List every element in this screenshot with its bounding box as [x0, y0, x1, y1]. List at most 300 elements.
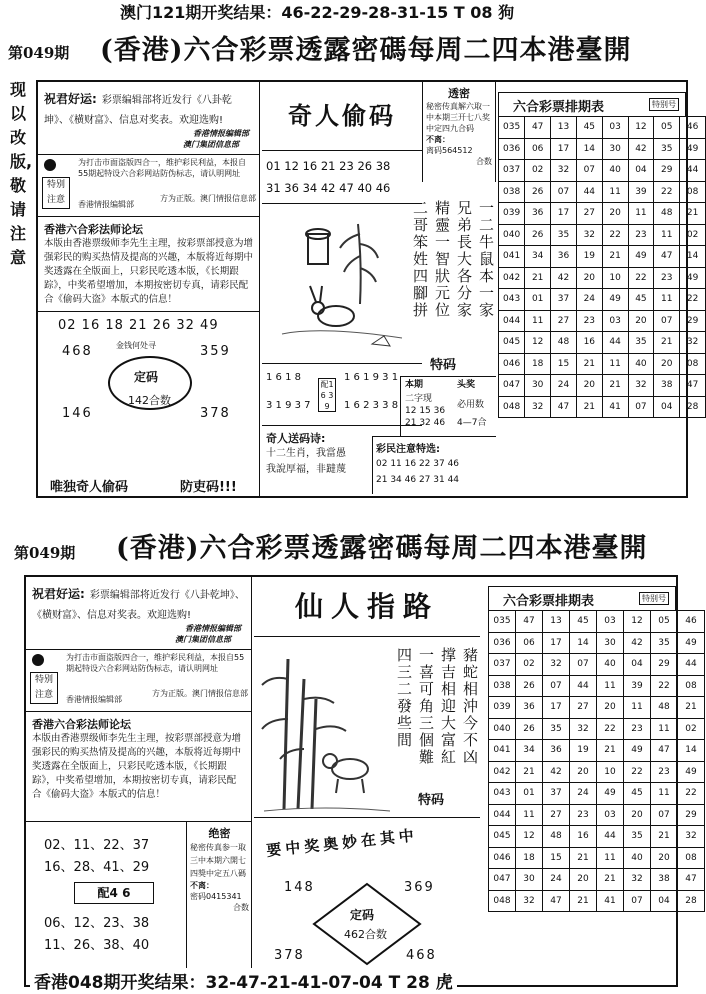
schedule-top-number-cell: 02: [525, 160, 551, 182]
forum-body: 本版由香港票级师李先生主理，按彩票部授意为增强彩民的购买热情及提高的兴趣，本版将近每期中奖透露在全版面上，只彩民吃透本版，《长期跟踪》，中奖希望增加，本期按密切专真，请彩民配合《偷码大盗》本版式的信息！: [44, 238, 254, 305]
b-poem-col-2: 撑吉相迎大富紅: [439, 647, 457, 766]
schedule-bottom-number-cell: 21: [678, 697, 705, 719]
schedule-top-period-cell: 042: [499, 267, 525, 289]
number-row: 02 16 18 21 26 32 49: [58, 318, 219, 333]
schedule-top-number-cell: 12: [525, 332, 551, 354]
schedule-top-row: [499, 203, 706, 225]
schedule-top-number-cell: 22: [654, 181, 680, 203]
schedule-top-number-cell: 44: [602, 332, 628, 354]
schedule-top-number-cell: 07: [551, 181, 577, 203]
period-sub: 二字现: [405, 394, 433, 404]
schedule-bottom-number-cell: 20: [597, 697, 624, 719]
schedule-top-period-cell: 039: [499, 203, 525, 225]
schedule-bottom-number-cell: 23: [651, 761, 678, 783]
schedule-top-number-cell: 45: [576, 117, 602, 139]
bracket-right-1: 1 6 1 9 3 1: [344, 372, 399, 383]
schedule-top-row: [499, 181, 706, 203]
schedule-bottom-number-cell: 47: [516, 611, 543, 633]
schedule-bottom-number-cell: 21: [597, 869, 624, 891]
schedule-bottom-number-cell: 49: [678, 632, 705, 654]
schedule-bottom-number-cell: 32: [570, 718, 597, 740]
schedule-top-number-cell: 20: [654, 353, 680, 375]
schedule-top-number-cell: 20: [602, 203, 628, 225]
schedule-top-number-cell: 20: [628, 310, 654, 332]
schedule-top-number-cell: 35: [551, 224, 577, 246]
schedule-top-number-cell: 22: [628, 267, 654, 289]
schedule-top-number-cell: 17: [551, 203, 577, 225]
period-nums-2: 21 32 46: [405, 418, 446, 428]
center-numbers-1: 01 12 16 21 23 26 38: [266, 159, 391, 173]
n-bl: 146: [62, 406, 93, 421]
schedule-bottom-number-cell: 11: [651, 783, 678, 805]
schedule-top-number-cell: 11: [602, 181, 628, 203]
schedule-bottom-number-cell: 21: [570, 890, 597, 912]
schedule-top-period-cell: 047: [499, 375, 525, 397]
top-side-note: 现以改版,敬请注意: [10, 80, 33, 267]
schedule-bottom-number-cell: 10: [597, 761, 624, 783]
schedule-top-number-cell: 02: [680, 224, 706, 246]
b-pair-label: 配4 6: [74, 882, 154, 904]
schedule-bottom-number-cell: 44: [570, 675, 597, 697]
schedule-bottom-row: [489, 761, 705, 783]
schedule-top-period-cell: 044: [499, 310, 525, 332]
schedule-bottom-number-cell: 11: [597, 847, 624, 869]
schedule-bottom-number-cell: 30: [597, 632, 624, 654]
schedule-bottom-row: [489, 611, 705, 633]
schedule-top-number-cell: 24: [576, 289, 602, 311]
schedule-bottom-number-cell: 32: [624, 869, 651, 891]
schedule-bottom-number-cell: 23: [570, 804, 597, 826]
schedule-bottom-number-cell: 03: [597, 804, 624, 826]
poem-line1: 十二生肖，我當愚: [266, 448, 346, 459]
b-n-br: 468: [406, 948, 437, 963]
secret-code: 离码564512: [426, 146, 473, 155]
schedule-bottom-number-cell: 24: [570, 783, 597, 805]
n-tl: 468: [62, 344, 93, 359]
schedule-bottom-number-cell: 29: [651, 654, 678, 676]
schedule-bottom-number-cell: 32: [516, 890, 543, 912]
schedule-top-number-cell: 49: [602, 289, 628, 311]
schedule-top-number-cell: 03: [602, 117, 628, 139]
notice-label: 特别注意: [42, 177, 70, 209]
schedule-bottom-number-cell: 20: [651, 847, 678, 869]
schedule-top-number-cell: 07: [628, 396, 654, 418]
schedule-bottom-number-cell: 47: [543, 890, 570, 912]
schedule-bottom-number-cell: 23: [624, 718, 651, 740]
top-middle: [262, 82, 422, 496]
schedule-top-number-cell: 42: [551, 267, 577, 289]
schedule-top-number-cell: 05: [654, 117, 680, 139]
schedule-top-number-cell: 32: [551, 160, 577, 182]
schedule-top-number-cell: 21: [654, 332, 680, 354]
schedule-bottom-number-cell: 21: [570, 847, 597, 869]
schedule-bottom-number-cell: 38: [651, 869, 678, 891]
schedule-bottom-row: [489, 654, 705, 676]
schedule-top-number-cell: 38: [654, 375, 680, 397]
schedule-top-row: [499, 160, 706, 182]
schedule-bottom-number-cell: 37: [543, 783, 570, 805]
schedule-bottom-number-cell: 19: [570, 740, 597, 762]
schedule-top-number-cell: 23: [654, 267, 680, 289]
schedule-bottom-number-cell: 40: [624, 847, 651, 869]
schedule-bottom-number-cell: 48: [543, 826, 570, 848]
schedule-bottom-table: [488, 610, 705, 912]
schedule-top-number-cell: 35: [654, 138, 680, 160]
schedule-bottom-number-cell: 11: [624, 697, 651, 719]
schedule-bottom-number-cell: 16: [570, 826, 597, 848]
schedule-bottom-number-cell: 32: [543, 654, 570, 676]
schedule-bottom-number-cell: 02: [516, 654, 543, 676]
bottom-middle: [254, 577, 480, 985]
schedule-bottom-number-cell: 21: [651, 826, 678, 848]
bracket-left-2: 3 1 9 3 7: [266, 400, 311, 411]
schedule-top-number-cell: 04: [654, 396, 680, 418]
schedule-top-number-cell: 19: [576, 246, 602, 268]
schedule-bottom-number-cell: 41: [597, 890, 624, 912]
head-sub: 必用数: [457, 400, 485, 410]
schedule-bottom-number-cell: 04: [624, 654, 651, 676]
schedule-top-table: [498, 116, 706, 418]
schedule-bottom-number-cell: 45: [624, 783, 651, 805]
b-sign1: 香港情报编辑部: [185, 624, 241, 633]
schedule-bottom-number-cell: 44: [678, 654, 705, 676]
schedule-top-number-cell: 48: [551, 332, 577, 354]
schedule-top-number-cell: 07: [654, 310, 680, 332]
schedule-top-number-cell: 15: [551, 353, 577, 375]
schedule-top-number-cell: 11: [654, 224, 680, 246]
secret-body: 秘密传真解六取一中本期三开七八奖中定四九合码: [426, 102, 490, 133]
schedule-top-row: [499, 224, 706, 246]
bottom-issue: 第049期: [14, 544, 76, 562]
schedule-bottom-number-cell: 34: [516, 740, 543, 762]
schedule-top-number-cell: 08: [680, 181, 706, 203]
schedule-top-number-cell: 07: [576, 160, 602, 182]
secret-box: [422, 82, 496, 182]
schedule-top-number-cell: 32: [628, 375, 654, 397]
schedule-bottom-period-cell: 043: [489, 783, 516, 805]
schedule-top-number-cell: 21: [602, 246, 628, 268]
schedule-top-number-cell: 49: [680, 138, 706, 160]
secret-no-label: 不离：: [426, 135, 450, 144]
notice-footer-right: 方为正版。澳门情报信息部: [160, 194, 256, 203]
schedule-top-number-cell: 49: [680, 267, 706, 289]
schedule-top-period-cell: 043: [499, 289, 525, 311]
period-box: [400, 376, 496, 436]
schedule-top-number-cell: 30: [525, 375, 551, 397]
schedule-top-number-cell: 12: [628, 117, 654, 139]
schedule-bottom-number-cell: 03: [597, 611, 624, 633]
schedule-bottom-number-cell: 35: [651, 632, 678, 654]
schedule-bottom-number-cell: 12: [624, 611, 651, 633]
schedule-bottom-number-cell: 15: [543, 847, 570, 869]
schedule-bottom-number-cell: 08: [678, 675, 705, 697]
bamboo-illustration: [254, 639, 394, 819]
schedule-bottom-number-cell: 02: [678, 718, 705, 740]
schedule-top-number-cell: 32: [576, 224, 602, 246]
schedule-top-number-cell: 28: [680, 396, 706, 418]
schedule-top-period-cell: 035: [499, 117, 525, 139]
schedule-bottom-number-cell: 42: [624, 632, 651, 654]
schedule-bottom-period-cell: 040: [489, 718, 516, 740]
schedule-top-number-cell: 47: [654, 246, 680, 268]
poem-title: 奇人送码诗:: [266, 432, 326, 445]
schedule-bottom-number-cell: 36: [516, 697, 543, 719]
schedule-top-number-cell: 47: [525, 117, 551, 139]
schedule-top-number-cell: 32: [525, 396, 551, 418]
schedule-top-number-cell: 32: [680, 332, 706, 354]
schedule-top-period-cell: 037: [499, 160, 525, 182]
schedule-top-row: [499, 353, 706, 375]
schedule-top-number-cell: 21: [576, 353, 602, 375]
schedule-top-number-cell: 03: [602, 310, 628, 332]
schedule-bottom-row: [489, 847, 705, 869]
schedule-top-number-cell: 26: [525, 181, 551, 203]
schedule-top-number-cell: 41: [602, 396, 628, 418]
b-forum-body: 本版由香港票级师李先生主理，按彩票部授意为增强彩民的购买热情及提高的兴趣，本版将近每期中奖透露在全版面上，只彩民吃透本版，《长期跟踪》，中奖希望增加，本期按密切专真，请彩民配合《偷码大盗》本版式的信息！: [32, 733, 242, 800]
schedule-bottom-row: [489, 632, 705, 654]
schedule-top-number-cell: 14: [576, 138, 602, 160]
poem-col-1: 一二牛鼠本一家: [477, 200, 495, 319]
b-n-tl: 148: [284, 880, 315, 895]
b-n-tr: 369: [404, 880, 435, 895]
secret-title: 透密: [448, 87, 470, 100]
schedule-top-row: [499, 289, 706, 311]
schedule-top-row: [499, 117, 706, 139]
b-arc-text: 要中奖奥妙在其中: [265, 826, 419, 860]
schedule-bottom-number-cell: 20: [624, 804, 651, 826]
b-poem-col-4: 四三二發些間: [395, 647, 413, 749]
schedule-bottom-number-cell: 22: [624, 761, 651, 783]
schedule-top-row: [499, 138, 706, 160]
schedule-top-number-cell: 13: [551, 117, 577, 139]
schedule-top-number-cell: 11: [628, 203, 654, 225]
schedule-top-period-cell: 046: [499, 353, 525, 375]
schedule-top-number-cell: 34: [525, 246, 551, 268]
schedule-top-row: [499, 310, 706, 332]
schedule-bottom-period-cell: 044: [489, 804, 516, 826]
schedule-top-number-cell: 06: [525, 138, 551, 160]
b-fixed-count: 462合数: [344, 928, 387, 941]
forum-title: 香港六合彩法师论坛: [44, 223, 143, 236]
schedule-bottom-row: [489, 804, 705, 826]
schedule-bottom: [488, 586, 705, 912]
schedule-bottom-number-cell: 39: [624, 675, 651, 697]
schedule-bottom-row: [489, 697, 705, 719]
b-sign2: 澳门集团信息部: [175, 635, 231, 644]
schedule-bottom-number-cell: 46: [678, 611, 705, 633]
notice-footer-left: 香港情报编辑部: [78, 200, 134, 209]
schedule-top-number-cell: 04: [628, 160, 654, 182]
schedule-bottom-period-cell: 047: [489, 869, 516, 891]
sign1: 香港情报编辑部: [193, 129, 249, 138]
schedule-top-number-cell: 14: [680, 246, 706, 268]
b-secret-title: 绝密: [208, 827, 231, 840]
schedule-top-period-cell: 038: [499, 181, 525, 203]
schedule-bottom-number-cell: 06: [516, 632, 543, 654]
poem-col-4: 二哥笨姓四腳拼: [411, 200, 429, 319]
schedule-bottom-row: [489, 783, 705, 805]
schedule-bottom-number-cell: 36: [543, 740, 570, 762]
schedule-top-row: [499, 396, 706, 418]
schedule-top-number-cell: 21: [525, 267, 551, 289]
bracket-right-2: 1 6 2 3 3 8: [344, 400, 399, 411]
schedule-bottom-number-cell: 49: [678, 761, 705, 783]
head-range: 4—7合: [457, 418, 487, 428]
schedule-top-number-cell: 40: [628, 353, 654, 375]
schedule-top-number-cell: 24: [551, 375, 577, 397]
schedule-top-period-cell: 036: [499, 138, 525, 160]
schedule-top-number-cell: 49: [628, 246, 654, 268]
top-left-column: [38, 82, 260, 496]
schedule-bottom-period-cell: 035: [489, 611, 516, 633]
schedule-bottom-number-cell: 17: [543, 697, 570, 719]
b-notice-body: 为打击市面盗版四合一，维护彩民利益，本报自55期起特设六合彩网站防伪标志，请认明网址: [66, 653, 245, 673]
schedule-bottom-number-cell: 20: [570, 869, 597, 891]
schedule-bottom-number-cell: 35: [624, 826, 651, 848]
b-fixed-code: 定码: [350, 908, 375, 922]
poem-col-2: 兄弟長大各分家: [455, 200, 473, 319]
schedule-bottom-number-cell: 07: [651, 804, 678, 826]
b-secret-suffix: 合数: [233, 903, 249, 912]
schedule-top-number-cell: 36: [551, 246, 577, 268]
schedule-bottom-period-cell: 048: [489, 890, 516, 912]
bottom-title: (香港)六合彩票透露密碼每周二四本港臺開: [116, 533, 648, 564]
schedule-bottom-number-cell: 28: [678, 890, 705, 912]
schedule-top-row: [499, 375, 706, 397]
schedule-top-period-cell: 045: [499, 332, 525, 354]
schedule-top-number-cell: 01: [525, 289, 551, 311]
poem-line2: 我說厚福，非躂蔑: [266, 464, 346, 475]
schedule-bottom-number-cell: 27: [543, 804, 570, 826]
b-nums-row1: 02、11、22、37: [44, 838, 150, 853]
schedule-bottom-row: [489, 826, 705, 848]
schedule-bottom-row: [489, 718, 705, 740]
schedule-top-number-cell: 27: [576, 203, 602, 225]
schedule-bottom-number-cell: 07: [543, 675, 570, 697]
schedule-bottom-number-cell: 47: [678, 869, 705, 891]
notice-body: 为打击市面盗版四合一，维护彩民利益，本报自55期起特设六合彩网站防伪标志，请认明网址: [78, 158, 246, 178]
schedule-bottom-row: [489, 675, 705, 697]
schedule-bottom-period-cell: 039: [489, 697, 516, 719]
schedule-bottom-number-cell: 29: [678, 804, 705, 826]
schedule-top-number-cell: 22: [602, 224, 628, 246]
schedule-top: [498, 92, 706, 418]
schedule-top-number-cell: 18: [525, 353, 551, 375]
n-tr: 359: [200, 344, 231, 359]
schedule-bottom-title: 六合彩票排期表: [503, 594, 595, 609]
schedule-top-number-cell: 47: [551, 396, 577, 418]
schedule-bottom-number-cell: 42: [543, 761, 570, 783]
schedule-bottom-number-cell: 01: [516, 783, 543, 805]
schedule-top-row: [499, 267, 706, 289]
schedule-top-number-cell: 11: [654, 289, 680, 311]
schedule-top-row: [499, 246, 706, 268]
schedule-top-number-cell: 26: [525, 224, 551, 246]
schedule-bottom-number-cell: 07: [624, 890, 651, 912]
poem-columns: [411, 200, 496, 350]
rabbit-illustration: [262, 203, 422, 363]
schedule-top-number-cell: 42: [628, 138, 654, 160]
schedule-bottom-period-cell: 045: [489, 826, 516, 848]
schedule-top-number-cell: 27: [551, 310, 577, 332]
b-center-title: 仙人指路: [254, 577, 480, 637]
schedule-bottom-period-cell: 038: [489, 675, 516, 697]
schedule-top-number-cell: 23: [576, 310, 602, 332]
slogan-right: 防吏码!!!: [180, 480, 237, 495]
schedule-bottom-number-cell: 14: [570, 632, 597, 654]
schedule-bottom-number-cell: 26: [516, 675, 543, 697]
schedule-bottom-number-cell: 22: [651, 675, 678, 697]
b-secret-body: 秘密传真参一取三中本期六開七四獎中定五八碼: [190, 843, 246, 878]
recommend-box: [372, 436, 496, 494]
schedule-bottom-number-cell: 21: [516, 761, 543, 783]
schedule-bottom-number-cell: 18: [516, 847, 543, 869]
schedule-top-period-cell: 040: [499, 224, 525, 246]
schedule-bottom-number-cell: 12: [516, 826, 543, 848]
schedule-top-number-cell: 37: [551, 289, 577, 311]
sign2: 澳门集团信息部: [183, 140, 239, 149]
b-n-bl: 378: [274, 948, 305, 963]
b-greeting-body: 彩票编辑部将近发行《八卦乾坤》、《横财富》、信息对奖表。欢迎选购!: [32, 590, 245, 621]
schedule-top-number-cell: 20: [576, 267, 602, 289]
schedule-top-number-cell: 46: [680, 117, 706, 139]
bottom-result-line: 香港048期开奖结果：32-47-21-41-07-04 T 28 虎: [30, 968, 457, 993]
b-secret-no-label: 不离：: [190, 881, 214, 890]
schedule-bottom-number-cell: 21: [597, 740, 624, 762]
schedule-top-number-cell: 44: [576, 181, 602, 203]
schedule-top-title: 六合彩票排期表: [513, 100, 605, 115]
center-title: 奇人偷码: [288, 101, 396, 130]
schedule-bottom-period-cell: 041: [489, 740, 516, 762]
schedule-bottom-number-cell: 11: [651, 718, 678, 740]
schedule-top-period-cell: 041: [499, 246, 525, 268]
schedule-bottom-row: [489, 740, 705, 762]
schedule-bottom-number-cell: 49: [597, 783, 624, 805]
schedule-top-period-cell: 048: [499, 396, 525, 418]
schedule-bottom-row: [489, 869, 705, 891]
schedule-top-number-cell: 17: [551, 138, 577, 160]
b-notice-label: 特别注意: [30, 672, 58, 704]
schedule-bottom-number-cell: 32: [678, 826, 705, 848]
schedule-bottom-number-cell: 22: [678, 783, 705, 805]
b-special-code-label: 特码: [418, 793, 445, 808]
schedule-bottom-number-cell: 04: [651, 890, 678, 912]
fixed-count: 142合数: [128, 394, 171, 407]
schedule-top-number-cell: 40: [602, 160, 628, 182]
bracket-middle: 配16 39: [318, 378, 336, 412]
schedule-bottom-badge: 特别号: [639, 592, 669, 605]
schedule-top-number-cell: 11: [525, 310, 551, 332]
schedule-bottom-number-cell: 13: [543, 611, 570, 633]
schedule-bottom-period-cell: 037: [489, 654, 516, 676]
b-poem-col-1: 豬蛇相沖今不凶: [461, 647, 479, 766]
schedule-top-number-cell: 36: [525, 203, 551, 225]
head-prize: 头奖: [457, 380, 476, 390]
recommend-row1: 02 11 16 22 37 46: [376, 459, 460, 469]
slogan-left: 唯独奇人偷码: [50, 480, 129, 495]
period-label: 本期: [405, 380, 424, 390]
schedule-bottom-number-cell: 47: [651, 740, 678, 762]
period-nums-1: 12 15 36: [405, 406, 446, 416]
top-result-line: 澳门121期开奖结果：46-22-29-28-31-15 T 08 狗: [120, 3, 515, 22]
schedule-top-number-cell: 48: [654, 203, 680, 225]
schedule-bottom-number-cell: 14: [678, 740, 705, 762]
special-code-label: 特码: [430, 358, 457, 373]
schedule-bottom-number-cell: 40: [597, 654, 624, 676]
b-poem-columns: [394, 647, 480, 797]
schedule-top-number-cell: 22: [680, 289, 706, 311]
fixed-code: 定码: [134, 370, 159, 384]
